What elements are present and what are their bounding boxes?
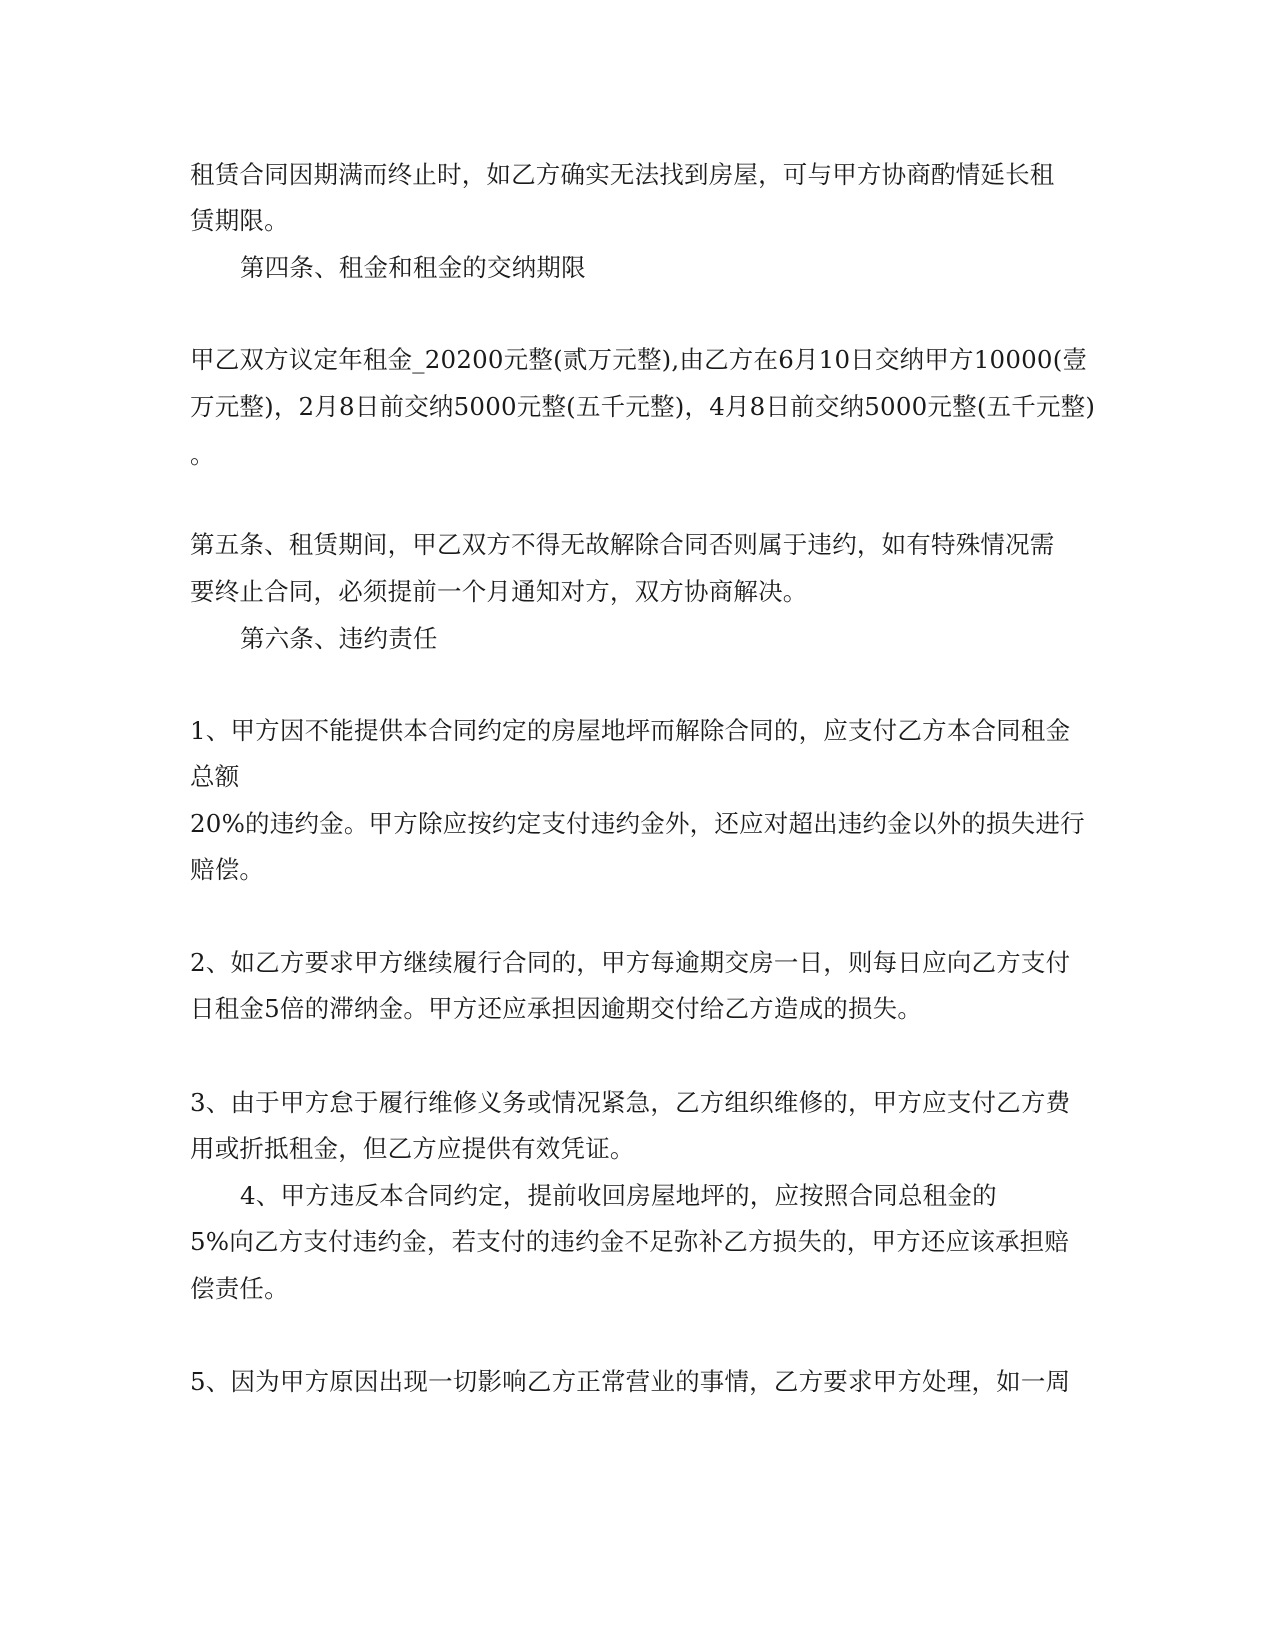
text-line: 偿责任。: [190, 1274, 289, 1303]
text-line: 万元整)，2月8日前交纳5000元整(五千元整)，4月8日前交纳5000元整(五千元整): [190, 392, 1096, 421]
text-line: 赔偿。: [190, 855, 265, 884]
section-heading: 第四条、租金和租金的交纳期限: [240, 253, 586, 282]
text-line: 2、如乙方要求甲方继续履行合同的，甲方每逾期交房一日，则每日应向乙方支付: [190, 948, 1071, 977]
text-line: 1、甲方因不能提供本合同约定的房屋地坪而解除合同的，应支付乙方本合同租金: [190, 716, 1071, 745]
text-line: 总额: [190, 762, 240, 791]
text-line: 日租金5倍的滞纳金。甲方还应承担因逾期交付给乙方造成的损失。: [190, 994, 923, 1023]
text-line: 4、甲方违反本合同约定，提前收回房屋地坪的，应按照合同总租金的: [240, 1181, 997, 1210]
text-line: 。: [190, 440, 215, 469]
text-line: 3、由于甲方怠于履行维修义务或情况紧急，乙方组织维修的，甲方应支付乙方费: [190, 1088, 1071, 1117]
text-line: 第五条、租赁期间，甲乙双方不得无故解除合同否则属于违约，如有特殊情况需: [190, 530, 1055, 559]
text-line: 5%向乙方支付违约金，若支付的违约金不足弥补乙方损失的，甲方还应该承担赔: [190, 1227, 1070, 1256]
text-line: 要终止合同，必须提前一个月通知对方，双方协商解决。: [190, 577, 808, 606]
text-line: 用或折抵租金，但乙方应提供有效凭证。: [190, 1134, 635, 1163]
text-line: 甲乙双方议定年租金_20200元整(贰万元整),由乙方在6月10日交纳甲方10000(壹: [190, 345, 1088, 374]
text-line: 5、因为甲方原因出现一切影响乙方正常营业的事情，乙方要求甲方处理，如一周: [190, 1367, 1071, 1396]
text-line: 租赁合同因期满而终止时，如乙方确实无法找到房屋，可与甲方协商酌情延长租: [190, 160, 1055, 189]
text-line: 20%的违约金。甲方除应按约定支付违约金外，还应对超出违约金以外的损失进行: [190, 809, 1085, 838]
text-line: 赁期限。: [190, 206, 289, 235]
section-heading: 第六条、违约责任: [240, 624, 438, 653]
